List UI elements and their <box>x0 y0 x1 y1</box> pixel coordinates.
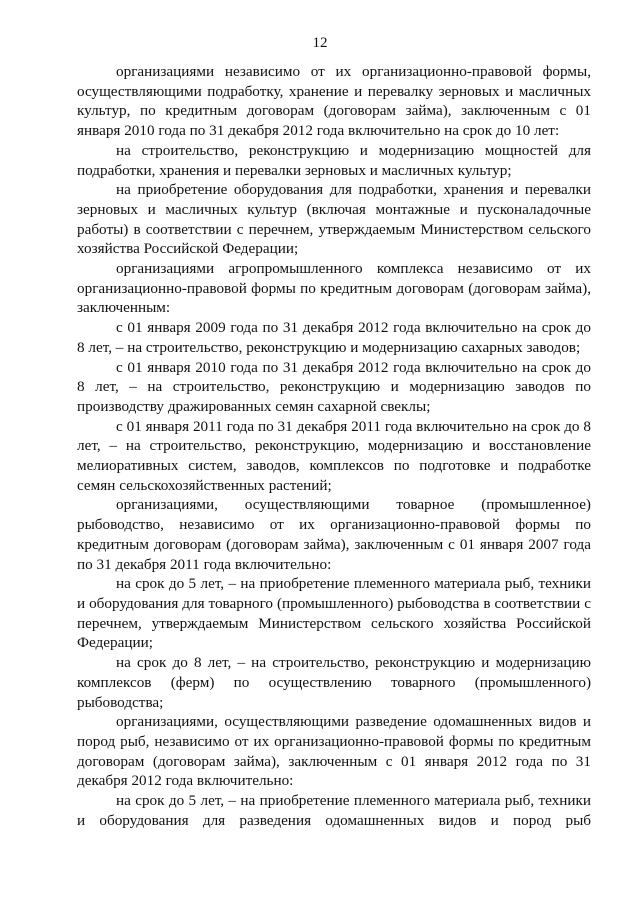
paragraph: организациями, осуществляющими товарное (промышленное) рыбоводство, независимо от их организационно-правовой формы по кредитным договорам (договорам займа), заключенным с 01 января 2007 года по 31 декабря 2011 года включительно: <box>77 496 591 573</box>
paragraph: на срок до 5 лет, – на приобретение племенного материала рыб, техники и оборудования для разведения одомашненных видов и пород рыб <box>77 792 591 829</box>
paragraph: организациями агропромышленного комплекса независимо от их организационно-правовой формы по кредитным договорам (договорам займа), заключенным: <box>77 260 591 317</box>
paragraph: организациями, осуществляющими разведение одомашненных видов и пород рыб, независимо от их организационно-правовой формы по кредитным договорам (договорам займа), заключенным с 01 января 2012 года по 31 декабря 2012 года включительно: <box>77 713 591 790</box>
paragraph: с 01 января 2011 года по 31 декабря 2011 года включительно на срок до 8 лет, – на строительство, реконструкцию, модернизацию и восстановление мелиоративных систем, заводов, комплексов по подготовке и подработке семян сельскохозяйственных растений; <box>77 417 591 494</box>
paragraph: на приобретение оборудования для подработки, хранения и перевалки зерновых и масличных культур (включая монтажные и пусконаладочные работы) в соответствии с перечнем, утверждаемым Министерством сельского хозяйства Российской Федерации; <box>77 181 591 258</box>
paragraph: организациями независимо от их организационно-правовой формы, осуществляющими подработку, хранение и перевалку зерновых и масличных культур, по кредитным договорам (договорам займа), заключенным с 01 января 2010 года по 31 декабря 2012 года включительно на срок до 10 лет: <box>77 63 591 140</box>
page-number: 12 <box>312 35 328 51</box>
paragraph: с 01 января 2009 года по 31 декабря 2012 года включительно на срок до 8 лет, – на строительство, реконструкцию и модернизацию сахарных заводов; <box>77 319 591 356</box>
paragraph: на строительство, реконструкцию и модернизацию мощностей для подработки, хранения и перевалки зерновых и масличных культур; <box>77 141 591 179</box>
paragraph: на срок до 5 лет, – на приобретение племенного материала рыб, техники и оборудования для товарного (промышленного) рыбоводства в соответствии с перечнем, утверждаемым Министерством сельского хозяйства Российской Федерации; <box>77 575 591 652</box>
document-body <box>77 62 591 830</box>
paragraph: на срок до 8 лет, – на строительство, реконструкцию и модернизацию комплексов (ферм) по осуществлению товарного (промышленного) рыбоводства; <box>77 654 591 711</box>
paragraph: с 01 января 2010 года по 31 декабря 2012 года включительно на срок до 8 лет, – на строительство, реконструкцию и модернизацию заводов по производству дражированных семян сахарной свеклы; <box>77 358 591 415</box>
